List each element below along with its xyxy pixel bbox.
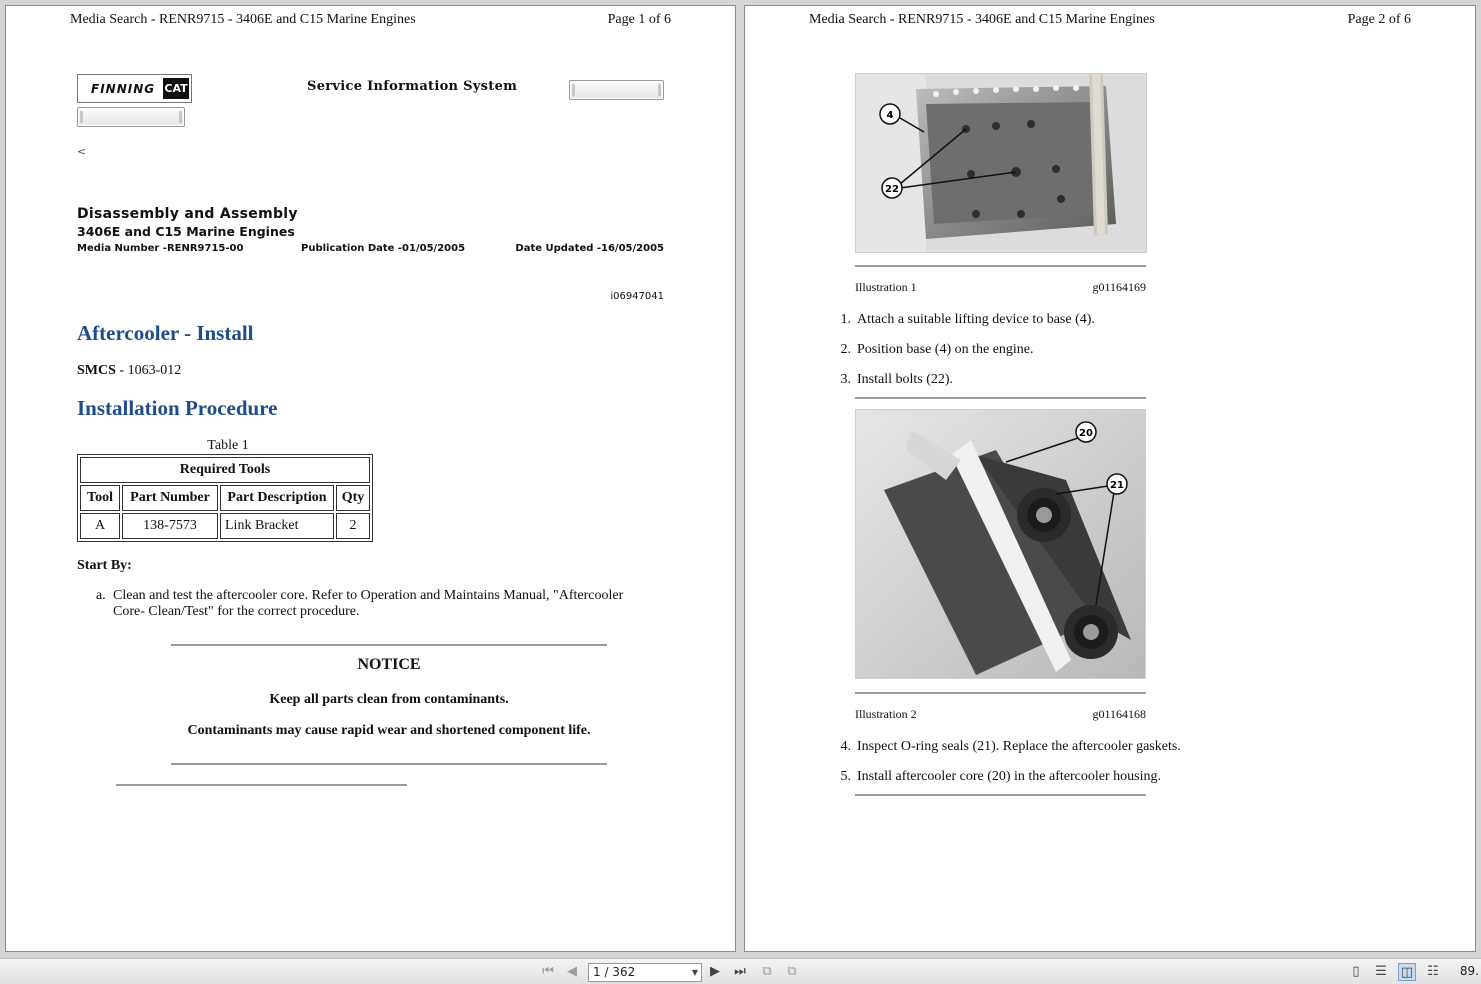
doc-id: i06947041 (610, 291, 664, 302)
page-number-select[interactable] (588, 963, 702, 982)
page-heading: Aftercooler - Install (77, 321, 254, 345)
notice-bottom-rule (171, 763, 607, 765)
finning-cat-logo (77, 74, 192, 103)
step-number: 4. (840, 739, 851, 754)
step-number: 3. (840, 372, 851, 387)
callout-21: 21 (1110, 480, 1124, 491)
step-number: 5. (840, 769, 851, 784)
next-page-icon[interactable]: ▶ (710, 964, 720, 979)
table-header: Qty (336, 485, 370, 511)
step-a (96, 588, 656, 620)
illustration-1-label: Illustration 1 (855, 280, 917, 294)
illustration-2-label: Illustration 2 (855, 707, 917, 721)
illustration-1-image (855, 73, 1147, 253)
required-tools-table (77, 454, 373, 542)
running-header-page: Page 1 of 6 (607, 12, 671, 27)
table-cell: Link Bracket (220, 513, 334, 539)
running-header-title: Media Search - RENR9715 - 3406E and C15 Marine Engines (809, 12, 1155, 27)
notice-title: NOTICE (357, 656, 421, 673)
aftercooler-core-photo (856, 410, 1146, 679)
sis-search-field[interactable] (569, 80, 664, 100)
step-number: 1. (840, 312, 851, 327)
table-cell: A (80, 513, 120, 539)
list-item (831, 342, 1095, 372)
procedure-heading: Installation Procedure (77, 396, 278, 420)
step-text: Install aftercooler core (20) in the aftercooler housing. (857, 769, 1161, 784)
illustration-2-rule (855, 692, 1146, 694)
list-item (831, 739, 1181, 769)
callout-22: 22 (885, 184, 899, 195)
table-caption: Table 1 (207, 438, 249, 453)
doc-subtitle: 3406E and C15 Marine Engines (77, 224, 295, 239)
steps-1-rule (855, 397, 1146, 399)
step-text: Position base (4) on the engine. (857, 342, 1034, 357)
illustration-2-image (855, 409, 1146, 679)
smcs-value: - 1063-012 (115, 363, 182, 378)
logo-cat-text: CAT (163, 78, 189, 99)
date-updated: Date Updated -16/05/2005 (515, 243, 664, 254)
facing-view-icon[interactable]: ◫ (1398, 963, 1416, 981)
table-cell: 2 (336, 513, 370, 539)
table-cell: 138-7573 (122, 513, 218, 539)
continuous-view-icon[interactable]: ☰ (1375, 964, 1387, 979)
step-number: 2. (840, 342, 851, 357)
start-by-label: Start By: (77, 558, 132, 573)
publication-date: Publication Date -01/05/2005 (301, 243, 466, 254)
steps-list-2 (831, 739, 1181, 799)
steps-list-1 (831, 312, 1095, 402)
continuous-facing-view-icon[interactable]: ☷ (1427, 964, 1439, 979)
step-a-label: a. (96, 588, 106, 603)
last-page-icon[interactable]: ⏭ (734, 964, 746, 979)
steps-2-rule (855, 794, 1146, 796)
pdf-page-1 (5, 5, 736, 952)
callout-4: 4 (886, 110, 894, 121)
step-text: Attach a suitable lifting device to base (4). (857, 312, 1095, 327)
viewer-toolbar (0, 958, 1481, 984)
notice-top-rule (171, 644, 607, 646)
illustration-2-code: g01164168 (1092, 707, 1146, 721)
running-header-title: Media Search - RENR9715 - 3406E and C15 Marine Engines (70, 12, 416, 27)
back-link[interactable]: < (77, 145, 87, 158)
illustration-1-caption (855, 280, 1146, 295)
rotate-right-icon[interactable]: ⧉ (787, 964, 797, 979)
illustration-1-rule (855, 265, 1146, 267)
table-row (80, 513, 370, 539)
chevron-down-icon: ▼ (691, 968, 698, 977)
zoom-level[interactable]: 89. (1459, 964, 1479, 978)
step-text: Install bolts (22). (857, 372, 954, 387)
list-item (831, 312, 1095, 342)
first-page-icon[interactable]: ⏮ (542, 964, 554, 979)
smcs-code (77, 363, 181, 379)
media-number: Media Number -RENR9715-00 (77, 243, 244, 254)
callout-20: 20 (1079, 428, 1093, 439)
previous-page-icon[interactable]: ◀ (567, 964, 577, 979)
table-title: Required Tools (80, 457, 370, 483)
table-header: Tool (80, 485, 120, 511)
notice-line-2: Contaminants may cause rapid wear and shortened component life. (187, 723, 591, 738)
section-end-rule (116, 784, 407, 786)
table-header: Part Number (122, 485, 218, 511)
sis-title: Service Information System (307, 79, 518, 94)
illustration-2-caption (855, 707, 1146, 722)
page-indicator: 1 / 362 (593, 965, 636, 979)
step-a-text: Clean and test the aftercooler core. Refer to Operation and Maintains Manual, "Aftercooler Core- Clean/Test" for the correct procedure. (113, 588, 624, 619)
doc-title: Disassembly and Assembly (77, 206, 298, 222)
table-header: Part Description (220, 485, 334, 511)
logo-finning-text: FINNING (91, 82, 156, 96)
running-header-page: Page 2 of 6 (1347, 12, 1411, 27)
sis-nav-field[interactable] (77, 107, 185, 127)
single-page-view-icon[interactable]: ▯ (1352, 964, 1360, 979)
rotate-left-icon[interactable]: ⧉ (762, 964, 772, 979)
notice-line-1: Keep all parts clean from contaminants. (269, 692, 509, 707)
illustration-1-code: g01164169 (1092, 280, 1146, 294)
smcs-label: SMCS (77, 363, 116, 378)
engine-base-photo (856, 74, 1147, 253)
step-text: Inspect O-ring seals (21). Replace the aftercooler gaskets. (857, 739, 1181, 754)
pdf-page-2 (744, 5, 1476, 952)
